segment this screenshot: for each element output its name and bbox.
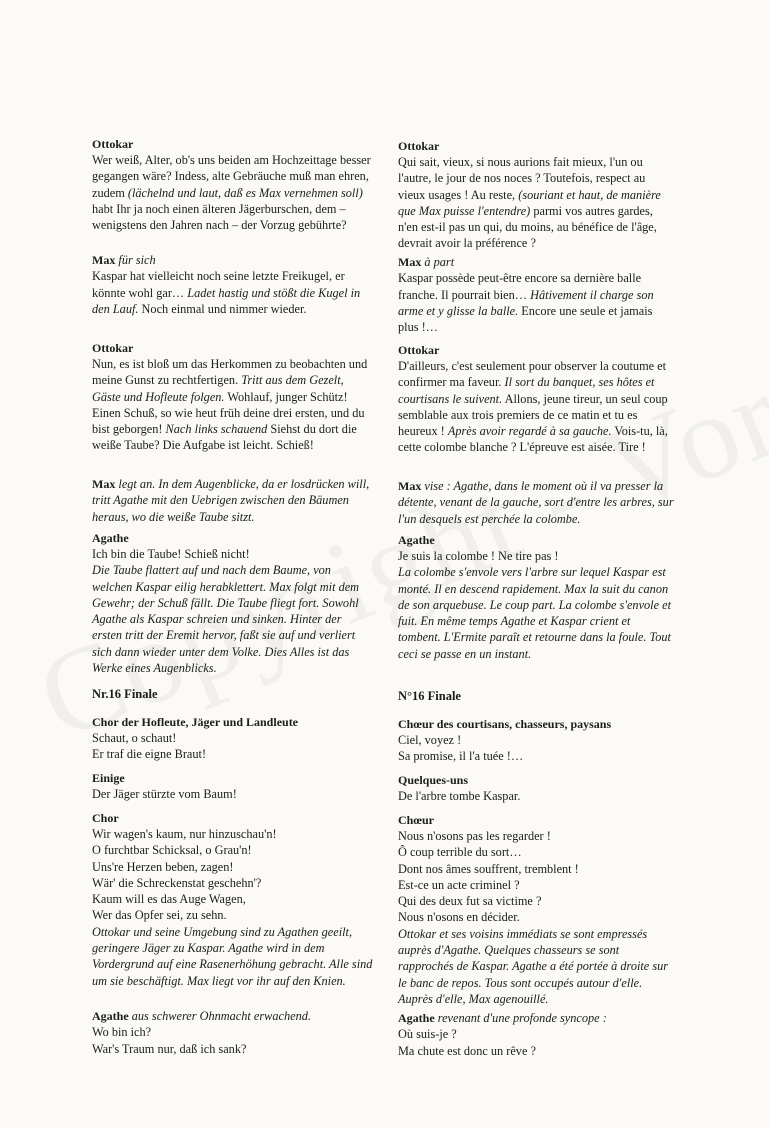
verse-line: Er traf die eigne Braut! [92,747,207,762]
verse-line: Kaum will es das Auge Wagen, [92,892,246,907]
german-ottokar-speech [92,136,374,233]
speaker-name: Einige [92,771,125,785]
french-quelques-speech [398,772,674,804]
verse-line: Der Jäger stürzte vom Baum! [92,787,237,801]
verse-line: O furchtbar Schicksal, o Grau'n! [92,843,252,858]
german-agathe-speech [92,530,374,676]
speech-text: Kaspar possède peut-être encore sa dernière balle franche. Il pourrait bien… Hâtivement il charge son arme et y glisse la balle. Encore une seule et jamais plus !… [398,271,654,335]
french-agathe-speech [398,532,674,662]
verse-line: Uns're Herzen beben, zagen! [92,859,234,874]
stage-direction: Die Taube flattert auf und nach dem Baume, von welchen Kaspar eilig herabklettert. Max folgt mit dem Gewehr; der Schuß fällt. Die Taube fliegt fort. Sowohl Agathe als Kaspar schreien und sinken. Hinter der ersten tritt der Eremit hervor, faßt sie auf und verliert sich dann wieder unter dem Volke. Dies Alles ist das Werke eines Augenblicks. [92,563,360,676]
stage-direction: Ottokar und seine Umgebung sind zu Agathen geeilt, geringere Jäger zu Kaspar. Agathe wird in dem Vordergrund auf eine Rasenerhöhung gebracht. Alle sind um sie beschäftigt. Max liegt vor ihr auf den Knien. [92,924,373,988]
speaker-name: Max [92,477,116,491]
section-heading: Nr.16 Finale [92,687,158,701]
verse-line: War's Traum nur, daß ich sank? [92,1041,247,1056]
stage-direction: La colombe s'envole vers l'arbre sur lequel Kaspar est monté. Il en descend rapidement. Max la suit du canon de son arquebuse. Le coup part. La colombe s'envole et fuit. En même temps Agathe et Kaspar crient et tombent. L'Ermite paraît et retourne dans la foule. Tout ceci se passe en un instant. [398,565,671,661]
speech-text: D'ailleurs, c'est seulement pour observer la coutume et confirmer ma faveur. Il sort du banquet, ses hôtes et courtisans le suivent. Allons, jeune tireur, un seul coup semblable aux trois premiers de ce matin et tu es heureux ! Après avoir regardé à sa gauche. Vois-tu, là, cette colombe blanche ? L'épreuve est aisée. Tire ! [398,359,668,455]
verse-line: Sa promise, il l'a tuée !… [398,749,524,764]
speech-text: Wer weiß, Alter, ob's uns beiden am Hochzeittage besser gegangen wäre? Indess, alte Gebräuche muß man ehren, zudem (lächelnd und laut, daß es Max vernehmen soll) habt Ihr ja noch einen älteren Jägerburschen, dem – wenigstens den Jahren nach – der Vorzug gebührte? [92,153,371,233]
stage-direction: à part [424,255,455,269]
verse-line: Wer das Opfer sei, zu sehn. [92,908,227,923]
speaker-name: Max [398,479,422,493]
stage-direction: Ottokar et ses voisins immédiats se sont empressés auprès d'Agathe. Quelques chasseurs se sont rapprochés de Kaspar. Agathe a été portée à droite sur le banc de repos. Tous sont occupés autour d'elle. Auprès d'elle, Max agenouillé. [398,926,669,1006]
stage-direction: für sich [118,253,156,267]
verse-line: Schaut, o schaut! [92,731,177,745]
verse-line: Wo bin ich? [92,1025,152,1040]
speaker-name: Agathe [398,533,435,547]
verse-line: Nous n'osons en décider. [398,910,520,925]
french-chorus-speech [398,716,674,765]
speech-text: Ich bin die Taube! Schieß nicht! [92,547,250,561]
stage-direction: aus schwerer Ohnmacht erwachend. [131,1009,311,1023]
speaker-line [92,1008,374,1024]
speaker-line [92,252,374,268]
verse-line: Est-ce un acte criminel ? [398,877,520,892]
french-max-direction [398,478,674,527]
verse-line: Ma chute est donc un rêve ? [398,1043,536,1058]
german-einige-speech [92,770,374,802]
speech-text: Kaspar hat vielleicht noch seine letzte Freikugel, er könnte wohl gar… Ladet hastig und stößt die Kugel in den Lauf. Noch einmal und nimmer wieder. [92,269,361,316]
german-agathe-speech-2 [92,1008,374,1057]
speaker-line [398,1010,674,1026]
speech-text: Nun, es ist bloß um das Herkommen zu beobachten und meine Gunst zu rechtfertigen. Tritt aus dem Gezelt, Gäste und Hofleute folgen. Wohlauf, junger Schütz! Einen Schuß, so wie heut früh deine drei ersten, und du bist geborgen! Nach links schauend Siehst du dort die weiße Taube? Die Aufgabe ist leicht. Schieß! [92,357,368,453]
speaker-name: Chor [92,811,119,825]
verse-line: Wär' die Schreckenstat geschehn'? [92,875,262,890]
german-finale-heading [92,686,374,702]
stage-direction: revenant d'une profonde syncope : [437,1011,607,1025]
section-heading: N°16 Finale [398,689,461,703]
french-ottokar-speech-2 [398,342,674,456]
verse-line: Ô coup terrible du sort… [398,845,522,860]
verse-line: Wir wagen's kaum, nur hinzuschau'n! [92,827,277,841]
speaker-name: Ottokar [398,139,440,153]
verse-line: De l'arbre tombe Kaspar. [398,789,521,803]
stage-direction: legt an. In dem Augenblicke, da er losdrücken will, tritt Agathe mit den Uebrigen zwischen den Bäumen heraus, wo die weiße Taube sitzt. [92,477,370,524]
german-chor-speech [92,810,374,989]
stage-direction: vise : Agathe, dans le moment où il va presser la détente, venant de la gauche, sort d'entre les arbres, sur l'un desquels est perchée la colombe. [398,479,674,526]
french-finale-heading [398,688,674,704]
german-max-speech [92,252,374,317]
speaker-name: Max [398,255,422,269]
speaker-name: Ottokar [92,137,134,151]
french-agathe-speech-2 [398,1010,674,1059]
speaker-name: Chœur des courtisans, chasseurs, paysans [398,717,612,731]
verse-line: Dont nos âmes souffrent, tremblent ! [398,861,579,876]
speaker-name: Chor der Hofleute, Jäger und Landleute [92,715,299,729]
german-ottokar-speech-2 [92,340,374,454]
speech-text: Qui sait, vieux, si nous aurions fait mieux, l'un ou l'autre, le jour de nos noces ? Toutefois, respect au vieux usages ! Au reste, (souriant et haut, de manière que Max puisse l'entendre) parmi vos autres gardes, n'en est-il pas un qui, du moins, au bénéfice de l'âge, devrait avoir la préférence ? [398,155,661,251]
speaker-name: Agathe [92,1009,129,1023]
speaker-name: Max [92,253,116,267]
german-chorus-speech [92,714,374,763]
speaker-name: Ottokar [92,341,134,355]
french-choeur-speech [398,812,674,1007]
french-ottokar-speech [398,138,674,252]
verse-line: Ciel, voyez ! [398,733,462,747]
verse-line: Nous n'osons pas les regarder ! [398,829,551,843]
speech-text: Je suis la colombe ! Ne tire pas ! [398,549,559,563]
verse-line: Où suis-je ? [398,1027,457,1042]
german-max-direction [92,476,374,525]
speaker-name: Agathe [92,531,129,545]
speaker-name: Ottokar [398,343,440,357]
speaker-line [398,254,674,270]
speaker-name: Chœur [398,813,435,827]
speaker-name: Agathe [398,1011,435,1025]
french-max-speech [398,254,674,335]
verse-line: Qui des deux fut sa victime ? [398,894,542,909]
speaker-name: Quelques-uns [398,773,469,787]
